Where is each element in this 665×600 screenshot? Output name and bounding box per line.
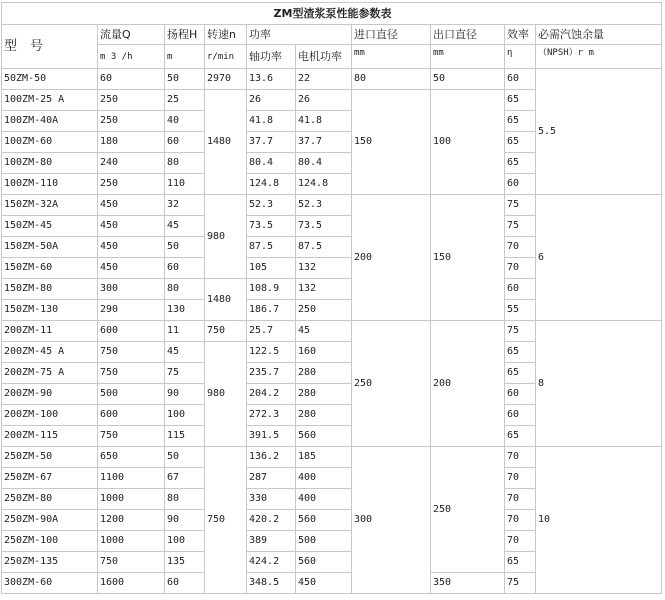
cell-head: 100 xyxy=(165,531,205,552)
cell-speed: 750 xyxy=(205,321,247,342)
table-row xyxy=(2,321,662,342)
cell-shaft-power: 235.7 xyxy=(247,363,296,384)
cell-model: 150ZM-32A xyxy=(2,195,98,216)
cell-shaft-power: 73.5 xyxy=(247,216,296,237)
cell-efficiency: 65 xyxy=(505,132,536,153)
cell-efficiency: 70 xyxy=(505,510,536,531)
cell-flow: 750 xyxy=(98,363,165,384)
cell-model: 100ZM-25 A xyxy=(2,90,98,111)
cell-model: 250ZM-80 xyxy=(2,489,98,510)
cell-npsh: 6 xyxy=(536,195,662,321)
cell-head: 60 xyxy=(165,573,205,594)
cell-head: 50 xyxy=(165,237,205,258)
cell-head: 45 xyxy=(165,216,205,237)
cell-speed: 1480 xyxy=(205,90,247,195)
cell-efficiency: 65 xyxy=(505,153,536,174)
cell-flow: 250 xyxy=(98,90,165,111)
cell-model: 250ZM-67 xyxy=(2,468,98,489)
cell-flow: 750 xyxy=(98,426,165,447)
pump-parameter-table xyxy=(1,2,662,594)
cell-flow: 1200 xyxy=(98,510,165,531)
cell-model: 250ZM-90A xyxy=(2,510,98,531)
cell-efficiency: 60 xyxy=(505,405,536,426)
cell-head: 135 xyxy=(165,552,205,573)
header-speed: 转速n xyxy=(205,25,247,45)
unit-speed: r/min xyxy=(205,45,247,69)
cell-flow: 500 xyxy=(98,384,165,405)
cell-shaft-power: 389 xyxy=(247,531,296,552)
cell-shaft-power: 420.2 xyxy=(247,510,296,531)
header-motor-power: 电机功率 xyxy=(296,45,352,69)
cell-efficiency: 60 xyxy=(505,384,536,405)
cell-efficiency: 65 xyxy=(505,342,536,363)
cell-model: 250ZM-50 xyxy=(2,447,98,468)
header-efficiency: 效率 xyxy=(505,25,536,45)
cell-flow: 240 xyxy=(98,153,165,174)
cell-head: 80 xyxy=(165,489,205,510)
cell-head: 40 xyxy=(165,111,205,132)
cell-motor-power: 37.7 xyxy=(296,132,352,153)
cell-motor-power: 132 xyxy=(296,279,352,300)
cell-motor-power: 52.3 xyxy=(296,195,352,216)
cell-model: 150ZM-60 xyxy=(2,258,98,279)
cell-shaft-power: 186.7 xyxy=(247,300,296,321)
cell-motor-power: 450 xyxy=(296,573,352,594)
cell-speed: 980 xyxy=(205,342,247,447)
table-row xyxy=(2,69,662,90)
cell-shaft-power: 37.7 xyxy=(247,132,296,153)
cell-head: 50 xyxy=(165,447,205,468)
cell-shaft-power: 52.3 xyxy=(247,195,296,216)
cell-motor-power: 400 xyxy=(296,489,352,510)
cell-efficiency: 75 xyxy=(505,573,536,594)
cell-head: 110 xyxy=(165,174,205,195)
cell-shaft-power: 26 xyxy=(247,90,296,111)
header-flow: 流量Q xyxy=(98,25,165,45)
unit-flow: m 3 /h xyxy=(98,45,165,69)
cell-flow: 650 xyxy=(98,447,165,468)
header-npsh: 必需汽蚀余量 xyxy=(536,25,662,45)
header-power: 功率 xyxy=(247,25,352,45)
unit-head: m xyxy=(165,45,205,69)
cell-efficiency: 60 xyxy=(505,279,536,300)
header-head: 扬程H xyxy=(165,25,205,45)
cell-efficiency: 75 xyxy=(505,195,536,216)
cell-shaft-power: 348.5 xyxy=(247,573,296,594)
header-shaft-power: 轴功率 xyxy=(247,45,296,69)
cell-shaft-power: 204.2 xyxy=(247,384,296,405)
cell-flow: 300 xyxy=(98,279,165,300)
cell-motor-power: 124.8 xyxy=(296,174,352,195)
cell-model: 200ZM-75 A xyxy=(2,363,98,384)
cell-head: 67 xyxy=(165,468,205,489)
cell-motor-power: 280 xyxy=(296,384,352,405)
unit-outlet: mm xyxy=(431,45,505,69)
cell-efficiency: 55 xyxy=(505,300,536,321)
cell-flow: 250 xyxy=(98,174,165,195)
cell-npsh: 8 xyxy=(536,321,662,447)
cell-shaft-power: 13.6 xyxy=(247,69,296,90)
cell-model: 200ZM-100 xyxy=(2,405,98,426)
cell-efficiency: 70 xyxy=(505,447,536,468)
cell-efficiency: 75 xyxy=(505,216,536,237)
cell-inlet: 200 xyxy=(352,195,431,321)
cell-efficiency: 65 xyxy=(505,90,536,111)
cell-head: 90 xyxy=(165,384,205,405)
cell-speed: 980 xyxy=(205,195,247,279)
cell-head: 75 xyxy=(165,363,205,384)
header-inlet: 进口直径 xyxy=(352,25,431,45)
cell-head: 25 xyxy=(165,90,205,111)
cell-inlet: 300 xyxy=(352,447,431,594)
cell-inlet: 150 xyxy=(352,90,431,195)
cell-model: 200ZM-45 A xyxy=(2,342,98,363)
cell-outlet: 50 xyxy=(431,69,505,90)
cell-head: 80 xyxy=(165,153,205,174)
cell-outlet: 200 xyxy=(431,321,505,447)
cell-motor-power: 80.4 xyxy=(296,153,352,174)
cell-model: 200ZM-115 xyxy=(2,426,98,447)
cell-head: 11 xyxy=(165,321,205,342)
cell-speed: 2970 xyxy=(205,69,247,90)
cell-motor-power: 26 xyxy=(296,90,352,111)
cell-head: 100 xyxy=(165,405,205,426)
cell-head: 50 xyxy=(165,69,205,90)
cell-npsh: 5.5 xyxy=(536,69,662,195)
cell-head: 32 xyxy=(165,195,205,216)
cell-flow: 450 xyxy=(98,195,165,216)
cell-inlet: 250 xyxy=(352,321,431,447)
cell-flow: 1600 xyxy=(98,573,165,594)
cell-shaft-power: 391.5 xyxy=(247,426,296,447)
cell-efficiency: 65 xyxy=(505,111,536,132)
cell-shaft-power: 105 xyxy=(247,258,296,279)
cell-motor-power: 250 xyxy=(296,300,352,321)
cell-speed: 1480 xyxy=(205,279,247,321)
cell-flow: 60 xyxy=(98,69,165,90)
cell-head: 60 xyxy=(165,132,205,153)
unit-inlet: mm xyxy=(352,45,431,69)
unit-npsh: （NPSH）r m xyxy=(536,45,662,69)
table-row xyxy=(2,195,662,216)
cell-motor-power: 132 xyxy=(296,258,352,279)
cell-efficiency: 70 xyxy=(505,468,536,489)
cell-model: 200ZM-11 xyxy=(2,321,98,342)
cell-motor-power: 73.5 xyxy=(296,216,352,237)
cell-head: 45 xyxy=(165,342,205,363)
cell-motor-power: 41.8 xyxy=(296,111,352,132)
cell-shaft-power: 122.5 xyxy=(247,342,296,363)
cell-efficiency: 70 xyxy=(505,258,536,279)
cell-motor-power: 87.5 xyxy=(296,237,352,258)
cell-motor-power: 400 xyxy=(296,468,352,489)
cell-head: 80 xyxy=(165,279,205,300)
cell-model: 150ZM-80 xyxy=(2,279,98,300)
cell-flow: 750 xyxy=(98,552,165,573)
cell-outlet: 250 xyxy=(431,447,505,573)
cell-flow: 750 xyxy=(98,342,165,363)
cell-efficiency: 70 xyxy=(505,489,536,510)
cell-shaft-power: 424.2 xyxy=(247,552,296,573)
cell-efficiency: 60 xyxy=(505,174,536,195)
table-title: ZM型渣浆泵性能参数表 xyxy=(2,3,662,25)
cell-shaft-power: 330 xyxy=(247,489,296,510)
cell-efficiency: 70 xyxy=(505,237,536,258)
cell-model: 150ZM-45 xyxy=(2,216,98,237)
cell-model: 200ZM-90 xyxy=(2,384,98,405)
cell-efficiency: 65 xyxy=(505,552,536,573)
cell-motor-power: 185 xyxy=(296,447,352,468)
cell-model: 250ZM-135 xyxy=(2,552,98,573)
cell-flow: 250 xyxy=(98,111,165,132)
cell-flow: 450 xyxy=(98,216,165,237)
cell-flow: 450 xyxy=(98,237,165,258)
cell-efficiency: 60 xyxy=(505,69,536,90)
cell-shaft-power: 136.2 xyxy=(247,447,296,468)
cell-efficiency: 75 xyxy=(505,321,536,342)
cell-motor-power: 560 xyxy=(296,426,352,447)
table-row xyxy=(2,447,662,468)
cell-flow: 1000 xyxy=(98,531,165,552)
cell-motor-power: 500 xyxy=(296,531,352,552)
cell-outlet: 100 xyxy=(431,90,505,195)
cell-model: 100ZM-80 xyxy=(2,153,98,174)
cell-flow: 450 xyxy=(98,258,165,279)
cell-motor-power: 280 xyxy=(296,405,352,426)
cell-model: 50ZM-50 xyxy=(2,69,98,90)
cell-outlet: 150 xyxy=(431,195,505,321)
cell-motor-power: 160 xyxy=(296,342,352,363)
cell-head: 90 xyxy=(165,510,205,531)
cell-shaft-power: 287 xyxy=(247,468,296,489)
cell-efficiency: 65 xyxy=(505,426,536,447)
cell-efficiency: 70 xyxy=(505,531,536,552)
cell-shaft-power: 272.3 xyxy=(247,405,296,426)
cell-flow: 1100 xyxy=(98,468,165,489)
cell-model: 100ZM-40A xyxy=(2,111,98,132)
cell-motor-power: 560 xyxy=(296,552,352,573)
cell-efficiency: 65 xyxy=(505,363,536,384)
cell-shaft-power: 25.7 xyxy=(247,321,296,342)
header-outlet: 出口直径 xyxy=(431,25,505,45)
cell-model: 150ZM-130 xyxy=(2,300,98,321)
cell-model: 150ZM-50A xyxy=(2,237,98,258)
cell-inlet: 80 xyxy=(352,69,431,90)
cell-motor-power: 280 xyxy=(296,363,352,384)
cell-motor-power: 45 xyxy=(296,321,352,342)
header-model: 型 号 xyxy=(2,25,98,69)
cell-flow: 600 xyxy=(98,405,165,426)
cell-head: 115 xyxy=(165,426,205,447)
unit-efficiency: η xyxy=(505,45,536,69)
cell-model: 300ZM-60 xyxy=(2,573,98,594)
cell-model: 250ZM-100 xyxy=(2,531,98,552)
cell-model: 100ZM-60 xyxy=(2,132,98,153)
cell-shaft-power: 80.4 xyxy=(247,153,296,174)
cell-speed: 750 xyxy=(205,447,247,594)
cell-shaft-power: 124.8 xyxy=(247,174,296,195)
cell-shaft-power: 108.9 xyxy=(247,279,296,300)
cell-flow: 1000 xyxy=(98,489,165,510)
cell-shaft-power: 41.8 xyxy=(247,111,296,132)
cell-motor-power: 22 xyxy=(296,69,352,90)
cell-model: 100ZM-110 xyxy=(2,174,98,195)
cell-head: 130 xyxy=(165,300,205,321)
cell-head: 60 xyxy=(165,258,205,279)
cell-shaft-power: 87.5 xyxy=(247,237,296,258)
cell-motor-power: 560 xyxy=(296,510,352,531)
cell-npsh: 10 xyxy=(536,447,662,594)
cell-flow: 180 xyxy=(98,132,165,153)
cell-flow: 290 xyxy=(98,300,165,321)
cell-flow: 600 xyxy=(98,321,165,342)
cell-outlet: 350 xyxy=(431,573,505,594)
